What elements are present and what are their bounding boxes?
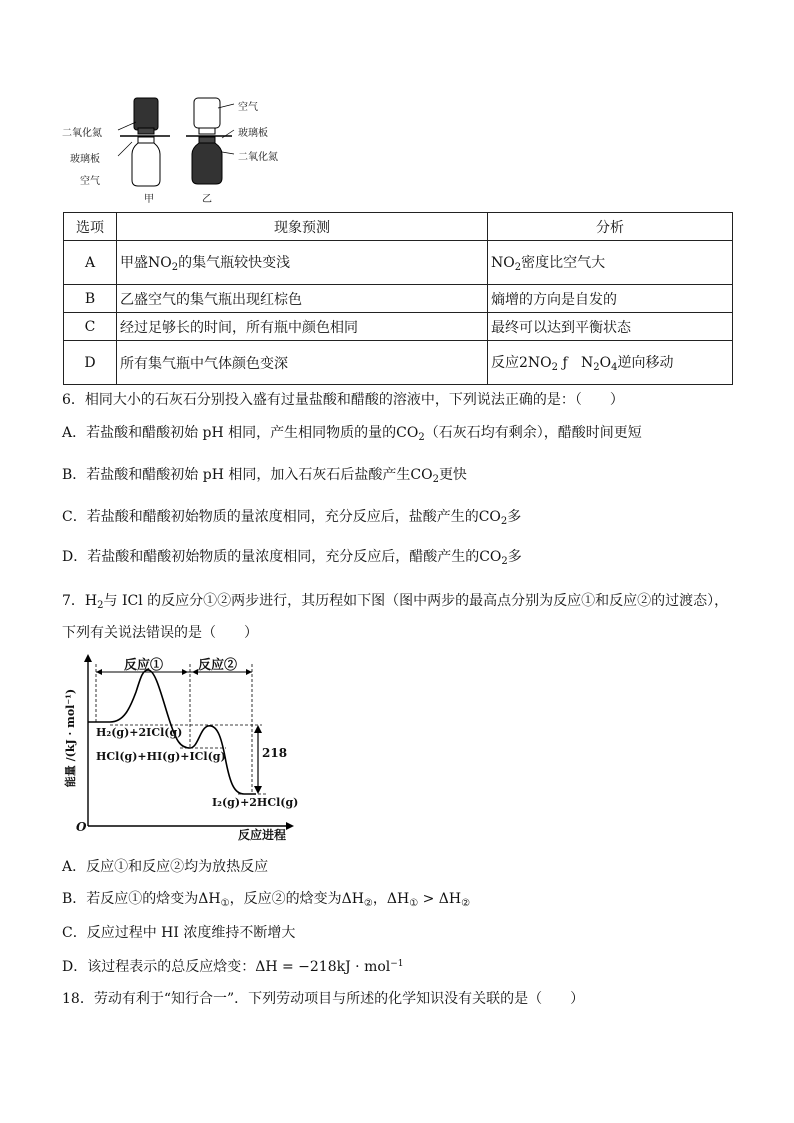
- delta-value: 218: [262, 746, 288, 760]
- label-glass-right: 玻璃板: [238, 128, 268, 139]
- row-option: A: [64, 241, 117, 285]
- row-analysis: 反应$2NO_2$ ƒ $N_2O_4$逆向移动: [488, 341, 733, 385]
- intermediate-label: HCl(g)+HI(g)+ICl(g): [96, 750, 226, 763]
- q7-option-a: A．反应①和反应②均为放热反应: [62, 859, 269, 875]
- table-row: [64, 241, 733, 285]
- row-analysis: $NO_2$密度比空气大: [488, 241, 733, 285]
- row-analysis: 熵增的方向是自发的: [488, 285, 733, 313]
- row-analysis: 最终可以达到平衡状态: [488, 313, 733, 341]
- q7-stem-line2: 下列有关说法错误的是（ ）: [62, 625, 258, 641]
- q7-option-b: B．若反应①的焓变为$\Delta H_①$，反应②的焓变为$\Delta H_②$，$\Delta H_① > \Delta H_②$: [62, 891, 471, 909]
- q18-stem: 18．劳动有利于“知行合一”．下列劳动项目与所述的化学知识没有关联的是（ ）: [62, 991, 585, 1007]
- x-axis-label: 反应进程: [238, 828, 287, 842]
- label-no2-left: 二氧化氮: [62, 128, 102, 139]
- table-header-row: [64, 213, 733, 241]
- q6-option-a: A．若盐酸和醋酸初始 pH 相同，产生相同物质的量的$CO_2$（石灰石均有剩余），醋酸时间更短: [62, 425, 642, 443]
- step2-label: 反应②: [198, 658, 238, 673]
- q6-option-b: B．若盐酸和醋酸初始 pH 相同，加入石灰石后盐酸产生$CO_2$更快: [62, 467, 467, 485]
- label-no2-right: 二氧化氮: [238, 152, 278, 163]
- prediction-table: [63, 212, 733, 385]
- y-axis-label: 能量 /(kJ · mol⁻¹): [64, 688, 77, 788]
- row-phenomenon: 甲盛$NO_2$的集气瓶较快变浅: [117, 241, 488, 285]
- header-option: 选项: [64, 213, 117, 241]
- row-option: C: [64, 313, 117, 341]
- row-option: D: [64, 341, 117, 385]
- q7-option-d: D．该过程表示的总反应焓变：ΔH = −218kJ · mol$^{-1}$: [62, 959, 404, 975]
- row-phenomenon: 经过足够长的时间，所有瓶中颜色相同: [117, 313, 488, 341]
- q6-option-d: D．若盐酸和醋酸初始物质的量浓度相同，充分反应后，醋酸产生的$CO_2$多: [62, 549, 522, 567]
- caption-jia: 甲: [144, 194, 154, 205]
- label-air-right: 空气: [238, 102, 258, 113]
- table-row: [64, 341, 733, 385]
- row-option: B: [64, 285, 117, 313]
- q6-stem: 6．相同大小的石灰石分别投入盛有过量盐酸和醋酸的溶液中，下列说法正确的是：（ ）: [62, 392, 624, 408]
- q7-option-c: C．反应过程中 HI 浓度维持不断增大: [62, 925, 296, 941]
- table-row: [64, 285, 733, 313]
- label-air-left: 空气: [80, 176, 100, 187]
- gas-jar-figure: [62, 92, 302, 204]
- q6-option-c: C．若盐酸和醋酸初始物质的量浓度相同，充分反应后，盐酸产生的$CO_2$多: [62, 509, 522, 527]
- y-axis-arrow: [84, 654, 92, 662]
- step1-label: 反应①: [124, 658, 164, 673]
- q7-stem-line1: 7．$H_2$与 ICl 的反应分①②两步进行，其历程如下图（图中两步的最高点分别为反应①和反应②的过渡态），: [62, 593, 729, 611]
- energy-diagram: [62, 652, 302, 842]
- table-row: [64, 313, 733, 341]
- header-analysis: 分析: [488, 213, 733, 241]
- row-phenomenon: 乙盛空气的集气瓶出现红棕色: [117, 285, 488, 313]
- label-glass-left: 玻璃板: [70, 154, 100, 165]
- origin-label: O: [76, 820, 87, 834]
- product-label: I₂(g)+2HCl(g): [212, 796, 299, 809]
- row-phenomenon: 所有集气瓶中气体颜色变深: [117, 341, 488, 385]
- caption-yi: 乙: [202, 194, 212, 205]
- x-axis-arrow: [286, 822, 294, 830]
- reactant-label: H₂(g)+2ICl(g): [96, 726, 183, 739]
- header-phenomenon: 现象预测: [117, 213, 488, 241]
